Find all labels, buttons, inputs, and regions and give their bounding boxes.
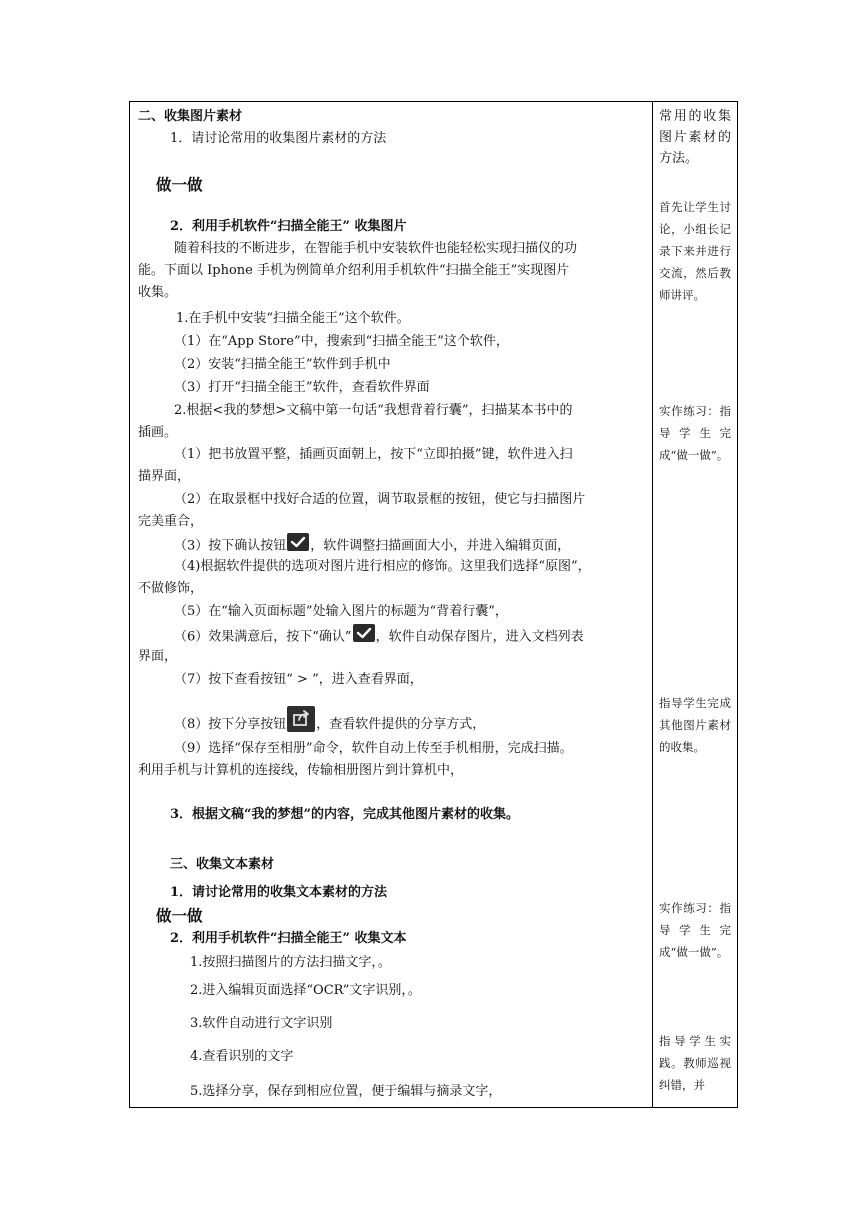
section-3-item-2: 2．利用手机软件“扫描全能王” 收集文本 (170, 931, 407, 946)
step-2-line-2: 插画。 (138, 425, 178, 440)
section-3-item-1: 1．请讨论常用的收集文本素材的方法 (170, 885, 388, 900)
section-2-item-3: 3．根据文稿“我的梦想”的内容，完成其他图片素材的收集。 (170, 807, 520, 822)
step-2-1-line-2: 描界面， (138, 469, 191, 484)
step-1-b: （2）安装“扫描全能王”软件到手机中 (174, 357, 391, 372)
step-2-2-line-1: （2）在取景框中找好合适的位置，调节取景框的按钮，使它与扫描图片 (174, 492, 586, 507)
notes-column (653, 102, 737, 1107)
lesson-table (129, 101, 738, 1108)
intro-line-3: 收集。 (138, 285, 178, 300)
note-3: 实作练习：指导学生完成“做一做”。 (659, 404, 731, 462)
step-2-6-text-end: ，软件自动保存图片，进入文档列表 (375, 629, 584, 645)
step-2-9-line-1: （9）选择“保存至相册”命令，软件自动上传至手机相册，完成扫描。 (174, 741, 573, 756)
step-2-8-text-start: （8）按下分享按钮 (174, 717, 287, 732)
text-step-5: 5.选择分享，保存到相应位置，便于编辑与摘录文字， (190, 1084, 502, 1099)
step-2-4-line-1: （4)根据软件提供的选项对图片进行相应的修饰。这里我们选择“原图”， (174, 559, 591, 574)
note-2: 首先让学生讨论，小组长记录下来并进行交流，然后教师讲评。 (659, 200, 731, 302)
note-5: 实作练习：指导学生完成“做一做”。 (659, 901, 731, 959)
step-2-1-line-1: （1）把书放置平整，插画页面朝上，按下“立即拍摄”键，软件进入扫 (174, 447, 573, 462)
do-it-heading-2: 做一做 (156, 906, 203, 925)
step-2-3-text-end: ，软件调整扫描画面大小，并进入编辑页面， (310, 538, 571, 554)
step-2-line-1: 2.根据<我的梦想>文稿中第一句话“我想背着行囊”，扫描某本书中的 (174, 403, 573, 418)
step-2-5: （5）在“输入页面标题”处输入图片的标题为“背着行囊”， (174, 604, 508, 619)
note-6: 指导学生实践。教师巡视纠错，并 (659, 1034, 731, 1092)
step-2-8 (174, 706, 485, 740)
section-3-heading: 三、收集文本素材 (170, 857, 275, 872)
intro-line-1: 随着科技的不断进步，在智能手机中安装软件也能轻松实现扫描仪的功 (174, 241, 578, 256)
step-1-a: （1）在“App Store”中，搜索到“扫描全能王”这个软件， (174, 334, 509, 349)
text-step-2: 2.进入编辑页面选择“OCR”文字识别，。 (190, 983, 421, 998)
check-button-icon (353, 624, 375, 650)
text-step-3: 3.软件自动进行文字识别 (190, 1016, 333, 1031)
step-2-7: （7）按下查看按钮“ > ”，进入查看界面， (174, 672, 423, 687)
step-2-6-line-2: 界面， (138, 649, 178, 664)
step-2-9-line-2: 利用手机与计算机的连接线，传输相册图片到计算机中， (138, 763, 464, 778)
section-2-item-1: 1．请讨论常用的收集图片素材的方法 (170, 131, 387, 146)
intro-line-2: 能。下面以 Iphone 手机为例简单介绍利用手机软件“扫描全能王”实现图片 (138, 263, 570, 278)
share-button-icon (287, 706, 315, 740)
section-2-item-2: 2．利用手机软件“扫描全能王” 收集图片 (170, 219, 407, 234)
section-2-heading: 二、收集图片素材 (138, 109, 243, 124)
step-2-6-text-start: （6）效果满意后，按下“确认” (174, 629, 352, 645)
text-step-4: 4.查看识别的文字 (190, 1049, 294, 1064)
step-1-c: （3）打开“扫描全能王”软件，查看软件界面 (174, 380, 430, 395)
step-1: 1.在手机中安装“扫描全能王”这个软件。 (176, 311, 410, 326)
step-2-4-line-2: 不做修饰， (138, 581, 204, 596)
content-column (130, 102, 652, 1107)
step-2-3-text-start: （3）按下确认按钮 (174, 538, 287, 554)
step-2-6-line-1 (174, 624, 584, 650)
do-it-heading-1: 做一做 (156, 175, 203, 194)
text-step-1: 1.按照扫描图片的方法扫描文字，。 (190, 955, 391, 970)
step-2-2-line-2: 完美重合， (138, 514, 204, 529)
step-2-8-text-end: ，查看软件提供的分享方式， (316, 717, 486, 732)
note-4: 指导学生完成其他图片素材的收集。 (659, 696, 731, 754)
note-1: 常用的收集图片素材的方法。 (659, 109, 731, 166)
